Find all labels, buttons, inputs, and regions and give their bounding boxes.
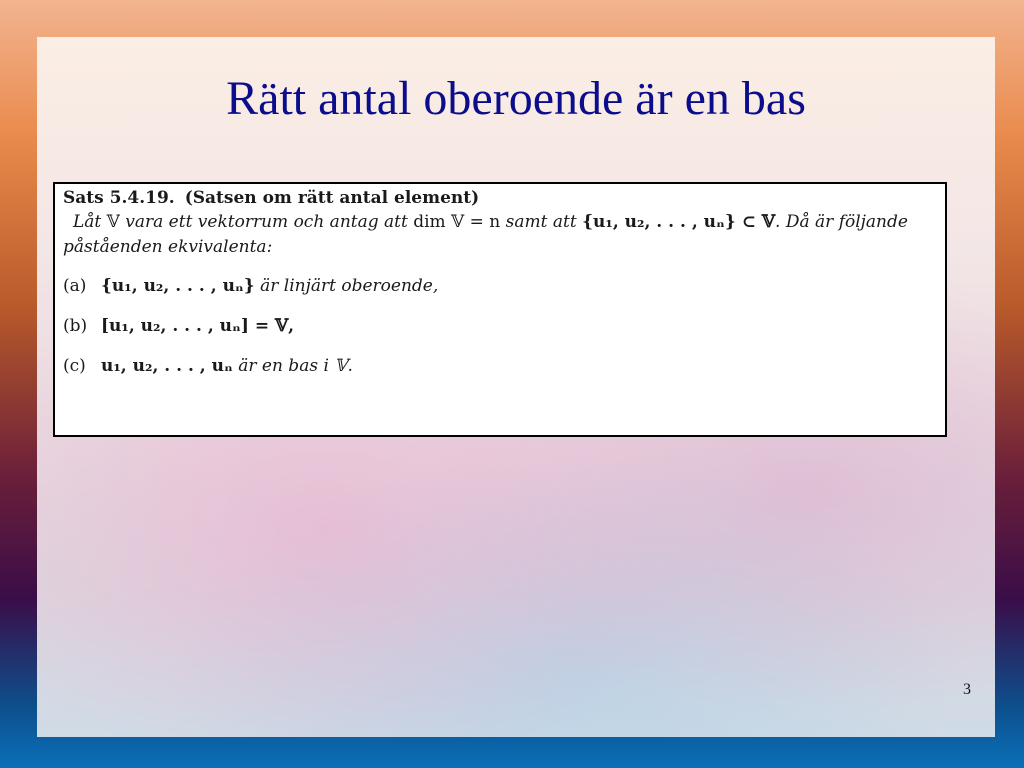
statement-part2: vara ett vektorrum och antag att [119,212,414,232]
theorem-item-b [63,315,937,339]
theorem-box [53,182,947,437]
statement-part1: Låt [73,212,107,232]
theorem-name: (Satsen om rätt antal element) [184,188,480,208]
theorem-item-a [63,275,937,299]
item-label: (a) [63,276,87,297]
statement-part3: samt att [500,212,583,232]
page-number: 3 [963,681,971,698]
item-text: är en bas i 𝕍. [232,355,353,376]
dim-expression: dim 𝕍 = n [413,212,501,232]
item-text: är linjärt oberoende, [254,276,439,297]
item-label: (c) [63,355,86,376]
theorem-label: Sats 5.4.19. [63,188,175,208]
theorem-heading [63,188,937,208]
statement-part4: . Då är följande påståenden ekvivalenta: [63,212,908,257]
item-math: {u₁, u₂, . . . , uₙ} [101,276,255,297]
item-math: u₁, u₂, . . . , uₙ [101,355,233,376]
theorem-statement [63,210,937,259]
space-symbol: 𝕍 [106,212,120,232]
theorem-item-c [63,355,937,379]
item-math: [u₁, u₂, . . . , uₙ] = 𝕍, [101,316,295,337]
vector-set-expression: {u₁, u₂, . . . , uₙ} ⊂ 𝕍 [582,212,776,232]
slide [37,37,995,737]
slide-title: Rätt antal oberoende är en bas [226,72,806,125]
item-label: (b) [63,316,88,337]
